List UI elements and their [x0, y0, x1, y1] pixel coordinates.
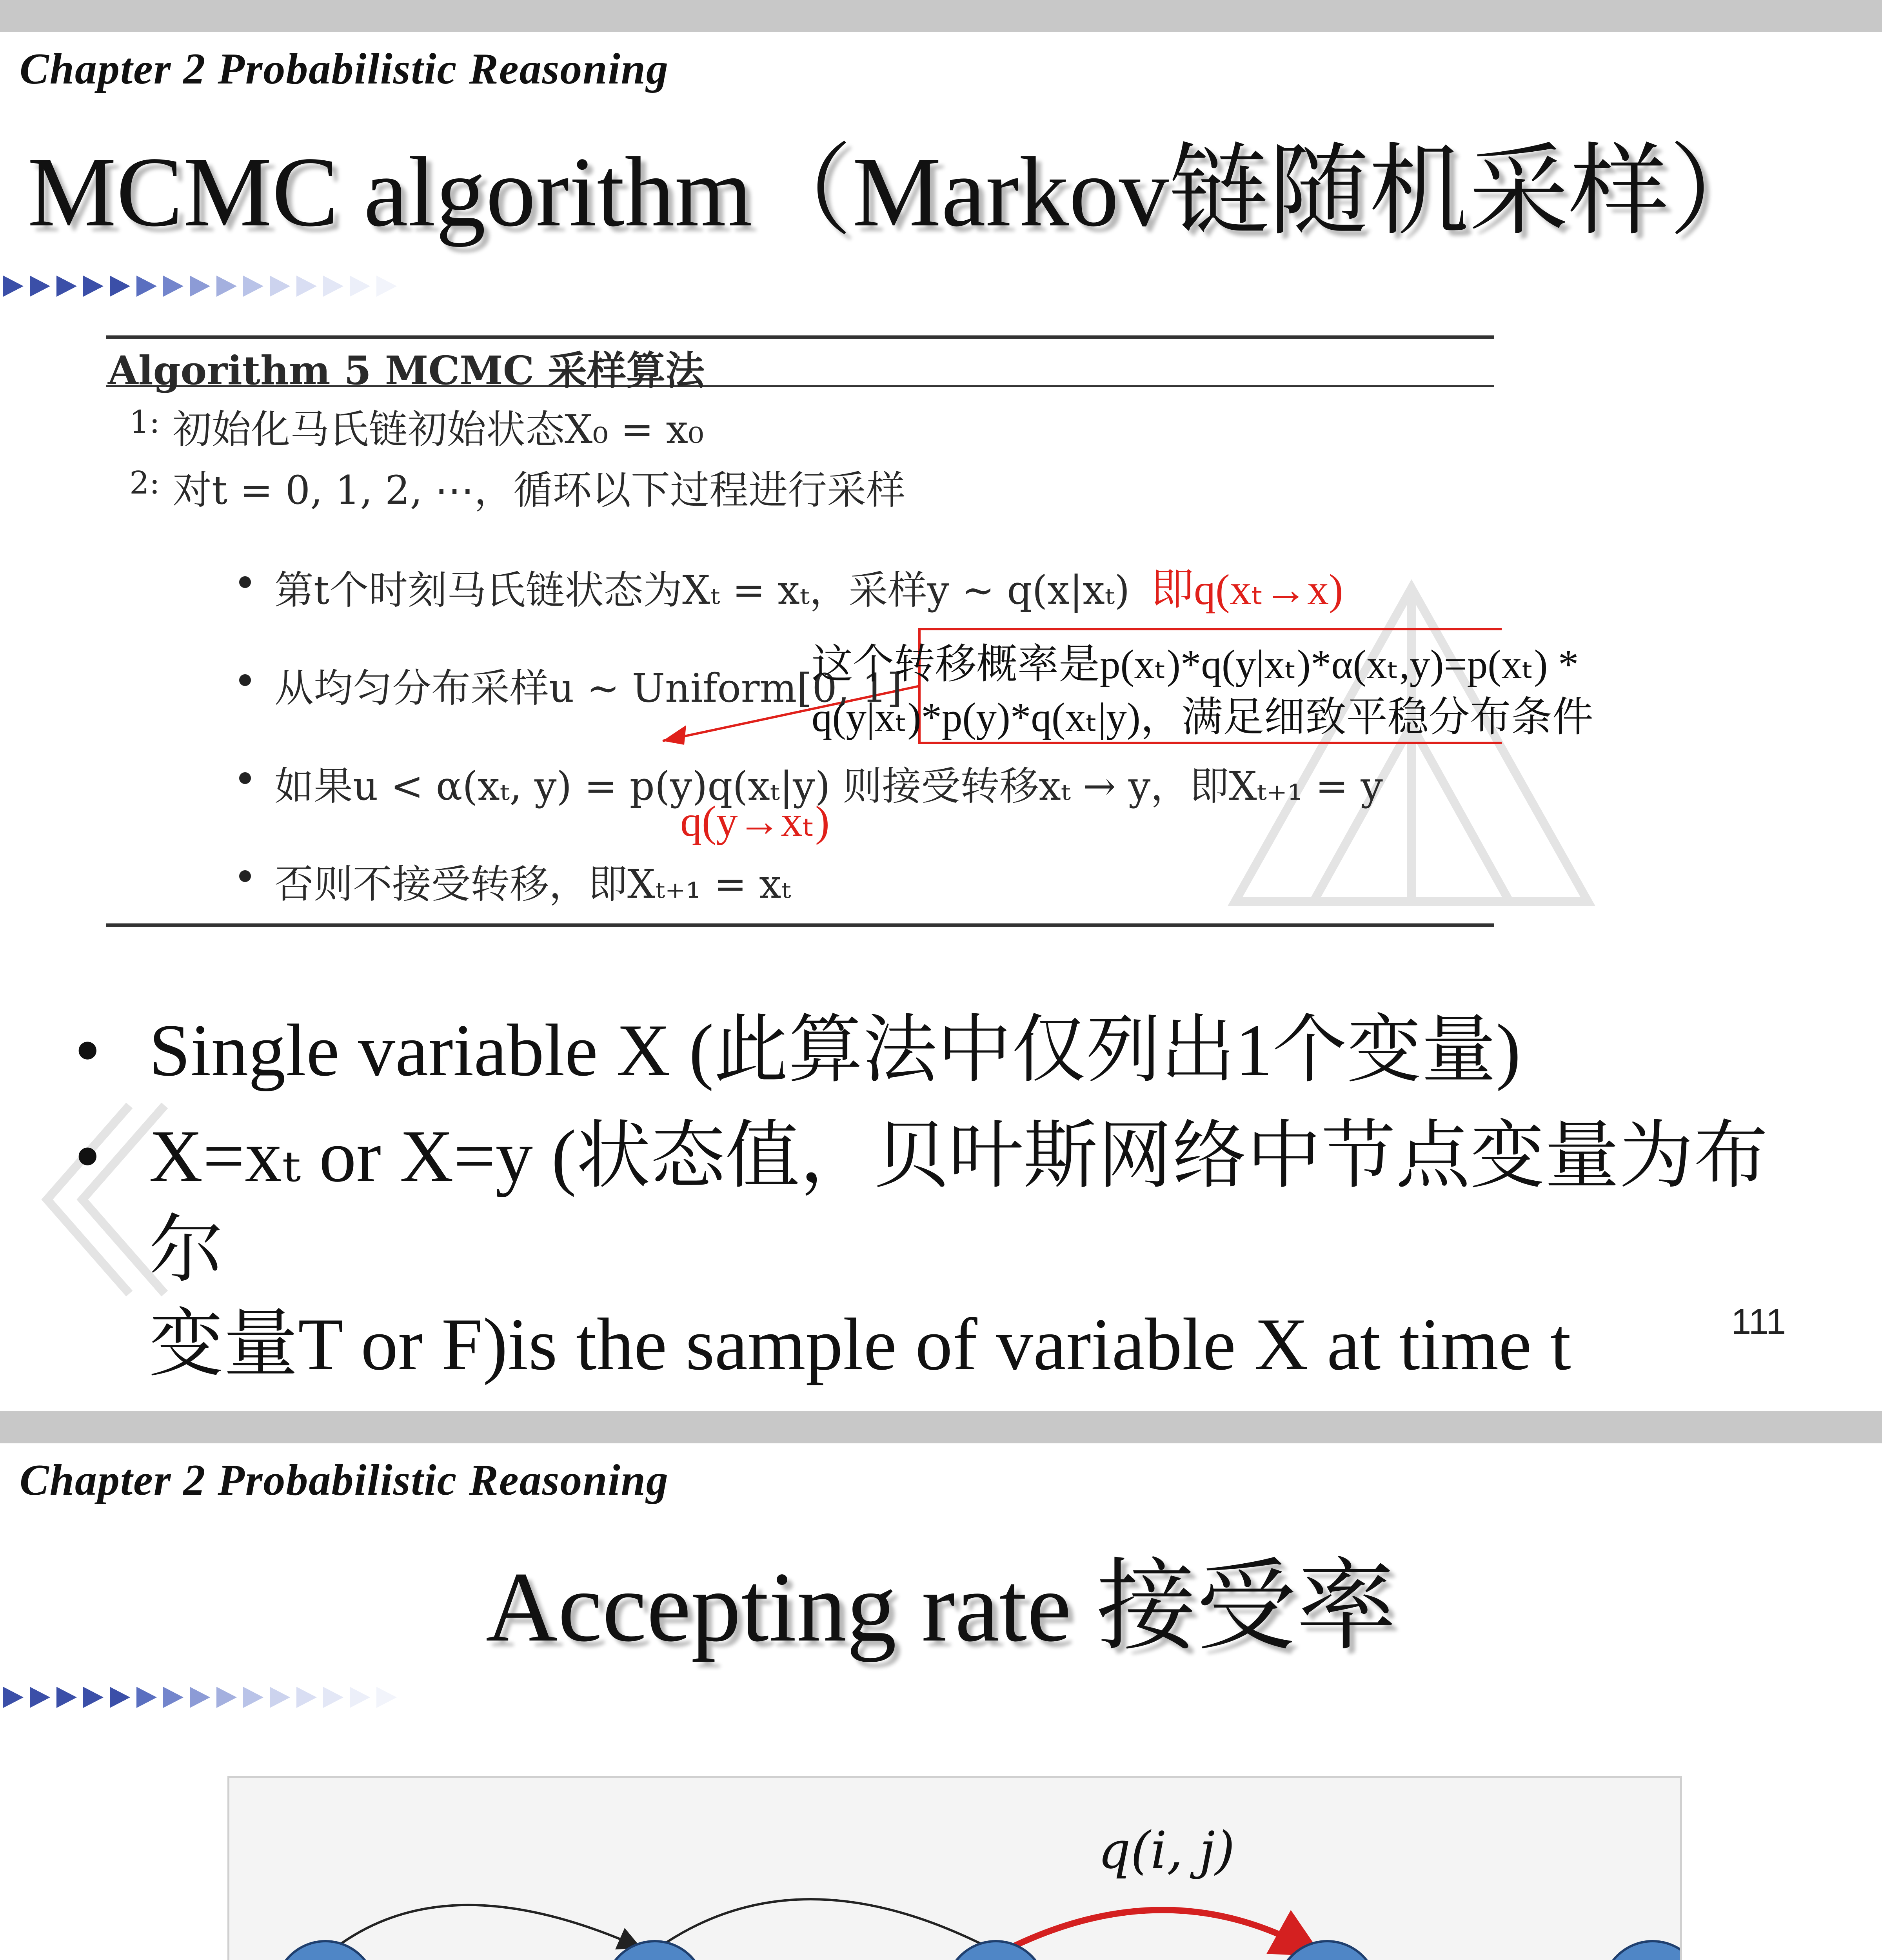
- algorithm-step2: 从均匀分布采样u ∼ Uniform[0, 1]: [274, 665, 903, 711]
- bullet-list: [74, 1004, 1839, 1392]
- algorithm-line2: 对t = 0, 1, 2, ⋯，循环以下过程进行采样: [173, 467, 906, 513]
- arrow-chevron-icon: [270, 276, 290, 297]
- slide-title: Accepting rate 接受率: [485, 1552, 1397, 1662]
- arrow-bar-icon: [0, 272, 412, 300]
- bullet-dot-icon: •: [74, 1115, 101, 1198]
- arrow-chevron-icon: [163, 1687, 183, 1708]
- arrow-chevron-icon: [296, 276, 317, 297]
- arrow-chevron-icon: [216, 276, 237, 297]
- algorithm-step4: 否则不接受转移，即Xₜ₊₁ = xₜ: [274, 861, 791, 907]
- algorithm-line1: 初始化马氏链初始状态X₀ = x₀: [173, 407, 704, 452]
- arrow-chevron-icon: [270, 1687, 290, 1708]
- arrow-chevron-icon: [30, 276, 50, 297]
- bullet-text-state-line1: X=xₜ or X=y (状态值，贝叶斯网络中节点变量为布尔: [149, 1115, 1768, 1292]
- arrow-chevron-icon: [56, 1687, 77, 1708]
- arrow-chevron-icon: [163, 276, 183, 297]
- arrow-chevron-icon: [376, 276, 397, 297]
- node-next: [1602, 1941, 1680, 1960]
- arrow-chevron-icon: [296, 1687, 317, 1708]
- page-number: 111: [1731, 1302, 1786, 1342]
- slide-title: MCMC algorithm（Markov链随机采样）: [27, 137, 1769, 247]
- arrow-chevron-icon: [3, 276, 24, 297]
- algorithm-header: Algorithm 5 MCMC 采样算法: [108, 347, 705, 394]
- arrow-chevron-icon: [216, 1687, 237, 1708]
- annotation-transition-q: 即q(xₜ→x): [1151, 566, 1343, 613]
- node-j: [1277, 1941, 1377, 1960]
- algorithm-line1-number: 1:: [129, 404, 160, 440]
- arrow-chevron-icon: [323, 276, 343, 297]
- algorithm-step3: 如果u < α(xₜ, y) = p(y)q(xₜ|y) 则接受转移xₜ → y，即Xₜ₊₁ = y: [274, 763, 1383, 809]
- arrow-chevron-icon: [243, 1687, 263, 1708]
- arrow-chevron-icon: [376, 1687, 397, 1708]
- arrow-chevron-icon: [350, 1687, 370, 1708]
- arrow-chevron-icon: [3, 1687, 24, 1708]
- algorithm-step1: 第t个时刻马氏链状态为Xₜ = xₜ，采样y ∼ q(x|xₜ): [274, 567, 1130, 613]
- node-intermediate: [605, 1941, 705, 1960]
- arrow-chevron-icon: [323, 1687, 343, 1708]
- node-i: [946, 1941, 1046, 1960]
- arrow-chevron-icon: [350, 276, 370, 297]
- annotation-box-line1: 这个转移概率是p(xₜ)*q(y|xₜ)*α(xₜ,y)=p(xₜ) *: [812, 641, 1579, 687]
- arrow-chevron-icon: [110, 276, 130, 297]
- bullet-dot-icon: •: [74, 1009, 101, 1092]
- bullet-item: [74, 1004, 1839, 1098]
- markov-chain-diagram-svg: [229, 1778, 1680, 1960]
- bullet-item: [74, 1109, 1839, 1392]
- arrow-chevron-icon: [83, 1687, 104, 1708]
- chapter-heading: Chapter 2 Probabilistic Reasoning: [20, 1456, 669, 1504]
- arrow-chevron-icon: [110, 1687, 130, 1708]
- annotation-reverse-q: q(y→xₜ): [680, 797, 830, 845]
- arrow-chevron-icon: [136, 276, 157, 297]
- arrow-chevron-icon: [190, 276, 210, 297]
- slide-112: [0, 1411, 1882, 1960]
- chapter-heading: Chapter 2 Probabilistic Reasoning: [20, 45, 669, 93]
- bullet-text-single-variable: Single variable X (此算法中仅列出1个变量): [149, 1009, 1521, 1092]
- proposal-q-label: q(i, j): [1098, 1820, 1235, 1880]
- node-x0: [275, 1941, 376, 1960]
- arrow-chevron-icon: [190, 1687, 210, 1708]
- bullet-text-state-line2: 变量T or F)is the sample of variable X at time t: [149, 1303, 1571, 1386]
- arrow-chevron-icon: [30, 1687, 50, 1708]
- annotation-box-line2: q(y|xₜ)*p(y)*q(xₜ|y)，满足细致平稳分布条件: [812, 694, 1593, 740]
- arrow-chevron-icon: [136, 1687, 157, 1708]
- arrow-chevron-icon: [243, 276, 263, 297]
- arrow-chevron-icon: [56, 276, 77, 297]
- markov-chain-diagram: [227, 1776, 1682, 1960]
- arrow-bar-icon: [0, 1684, 412, 1711]
- arrow-chevron-icon: [83, 276, 104, 297]
- algorithm-line2-number: 2:: [129, 465, 160, 501]
